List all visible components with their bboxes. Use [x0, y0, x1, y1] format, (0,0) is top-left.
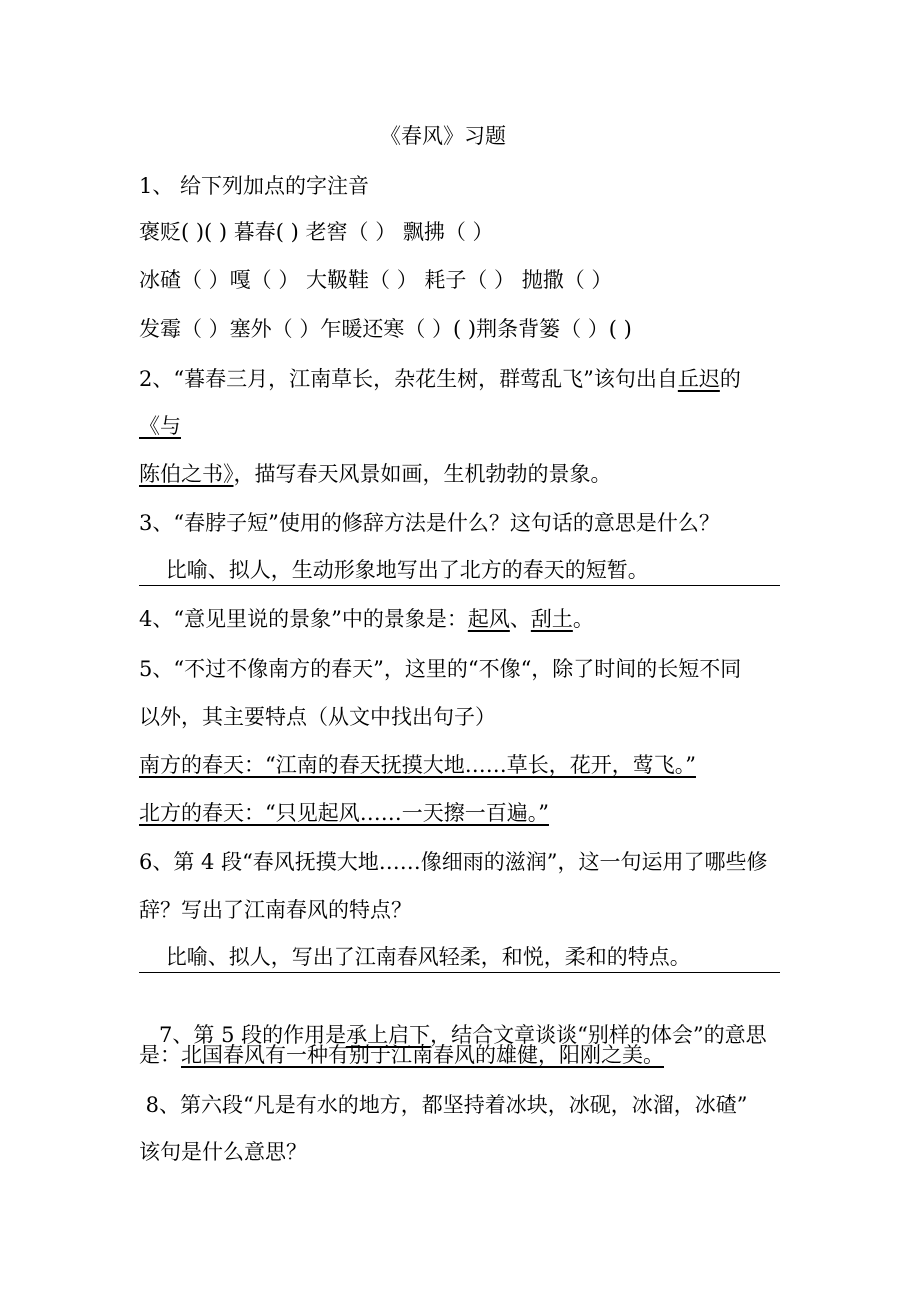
- q2-book-title: 陈伯之书》: [139, 462, 234, 486]
- q2-prefix: 2、“暮春三月，江南草长，杂花生树，群莺乱飞”该句出自: [139, 367, 678, 391]
- q3-question: 3、“春脖子短”使用的修辞方法是什么？这句话的意思是什么？: [139, 511, 720, 535]
- q6-line-1: 6、第 4 段“春风抚摸大地……像细雨的滋润”，这一句运用了哪些修: [139, 850, 768, 874]
- q2-line-3: [139, 460, 612, 488]
- q5-north-answer: 北方的春天：“只见起风……一天擦一百遍。”: [139, 801, 549, 825]
- q1-row-3: 发霉（ ）塞外（ ）乍暖还寒（ ）( )荆条背篓（ ）( ): [139, 317, 632, 341]
- q4-separator: 、: [509, 607, 531, 631]
- q5-line-1: 5、“不过不像南方的春天”，这里的“不像“，除了时间的长短不同: [139, 657, 742, 681]
- q4-prefix: 4、“意见里说的景象”中的景象是：: [139, 607, 468, 631]
- q3-answer: 比喻、拟人，生动形象地写出了北方的春天的短暂。: [139, 556, 780, 586]
- q7-answer-2: 北国春风有一种有别于江南春风的雄健，阳刚之美。: [181, 1043, 664, 1067]
- page-title: 《春风》习题: [380, 124, 506, 148]
- q4-answer-1: 起风: [467, 607, 510, 631]
- q5-line-2: 以外，其主要特点（从文中找出句子）: [139, 705, 496, 729]
- q1-row-2: 冰碴（ ）嘎（ ） 大靸鞋（ ） 耗子（ ） 抛撒（ ）: [139, 268, 613, 292]
- q7-prefix: 7、第 5 段的作用是: [152, 1023, 347, 1047]
- q6-line-2: 辞？写出了江南春风的特点？: [139, 898, 412, 922]
- q7-line-2: [139, 1041, 664, 1069]
- q4-end: 。: [572, 607, 594, 631]
- q7-mid: ，结合文章谈谈“别样的体会”的意思: [430, 1023, 767, 1047]
- q2-suffix: 的: [719, 367, 741, 391]
- q8-line-2: 该句是什么意思？: [139, 1140, 307, 1164]
- q2-author: 丘迟: [677, 367, 720, 391]
- q1-heading: 1、 给下列加点的字注音: [139, 174, 370, 198]
- q6-answer: 比喻、拟人，写出了江南春风轻柔，和悦，柔和的特点。: [139, 943, 780, 973]
- q2-description: ，描写春天风景如画，生机勃勃的景象。: [233, 462, 612, 486]
- q7-answer-1: 承上启下: [346, 1023, 431, 1047]
- q4-line: [139, 605, 594, 633]
- q4-answer-2: 刮土: [530, 607, 573, 631]
- q5-south-answer: 南方的春天：“江南的春天抚摸大地……草长，花开，莺飞。”: [139, 753, 696, 777]
- q8-line-1: 8、第六段“凡是有水的地方，都坚持着冰块，冰砚，冰溜，冰碴”: [139, 1093, 748, 1117]
- q7-line2-prefix: 是：: [139, 1043, 181, 1067]
- q2-line-1: [139, 365, 741, 393]
- q2-line-2: 《与: [139, 414, 181, 438]
- q1-row-1: 褒贬( )( ) 暮春( ) 老窖（ ） 飘拂（ ）: [139, 220, 494, 244]
